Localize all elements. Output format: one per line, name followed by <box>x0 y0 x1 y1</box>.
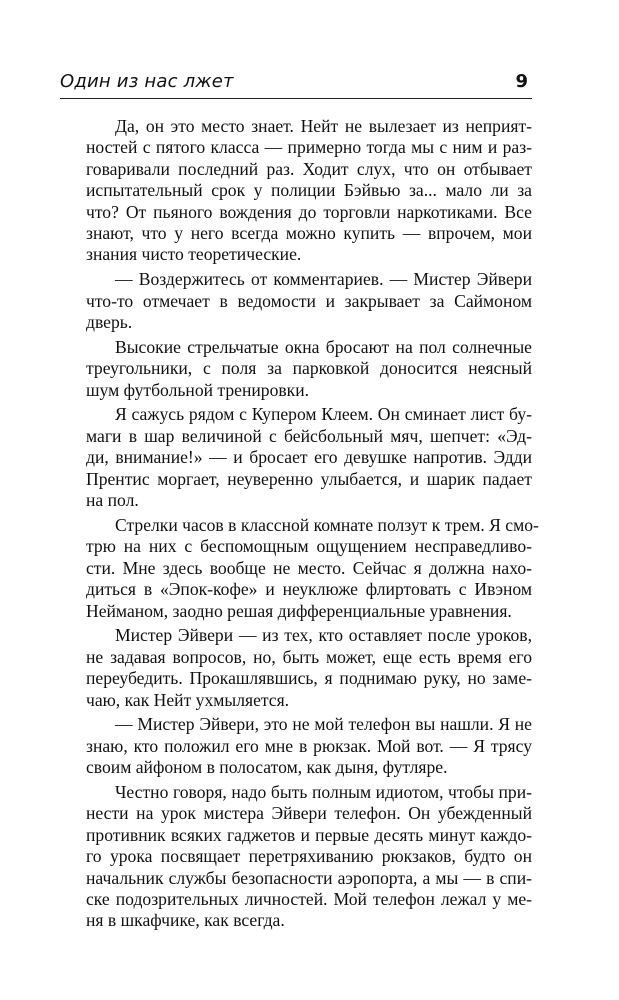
text-line: испытательный срок у полиции Бэйвью за... мало ли за <box>86 180 532 201</box>
paragraph <box>86 714 532 778</box>
text-line: знают, что у него всегда можно купить — впрочем, мои <box>86 223 532 244</box>
running-title: Один из нас лжет <box>60 71 234 92</box>
text-line: своим айфоном в полосатом, как дыня, футляре. <box>86 757 448 778</box>
paragraph <box>86 625 532 711</box>
text-line: ди, внимание!» — и бросает его девушке напротив. Эдди <box>86 447 532 468</box>
paragraph <box>86 269 532 333</box>
text-line: нести на урок мистера Эйвери телефон. Он убежденный <box>86 803 532 824</box>
text-line: противник всяких гаджетов и первые десять минут каждо- <box>86 824 532 845</box>
text-line: ске подозрительных личностей. Мой телефон лежал у ме- <box>86 888 532 909</box>
paragraph <box>86 116 532 266</box>
text-line: ностей с пятого класса — примерно тогда мы с ним и раз- <box>86 137 532 158</box>
text-line: что-то отмечает в ведомости и закрывает за Саймоном <box>86 290 532 311</box>
text-line: начальник службы безопасности аэропорта, а мы — в спи- <box>86 867 532 888</box>
paragraph <box>86 404 532 511</box>
text-line: переубедить. Прокашлявшись, я поднимаю руку, но заме- <box>86 668 532 689</box>
text-line: не задавая вопросов, но, быть может, еще есть время его <box>86 646 532 667</box>
text-line: знания чисто теоретические. <box>86 244 302 265</box>
text-line: чаю, как Нейт ухмыляется. <box>86 689 290 710</box>
text-line: что? От пьяного вождения до торговли наркотиками. Все <box>86 201 532 222</box>
text-line: Честно говоря, надо быть полным идиотом, чтобы при- <box>115 781 532 802</box>
text-line: Да, он это место знает. Нейт не вылезает из неприят- <box>115 116 532 136</box>
text-line: Нейманом, заодно решая дифференциальные уравнения. <box>86 600 512 621</box>
text-line: Мистер Эйвери — из тех, кто оставляет после уроков, <box>115 625 532 646</box>
text-line: — Воздержитесь от комментариев. — Мистер Эйвери <box>115 269 532 290</box>
text-line: сти. Мне здесь вообще не место. Сейчас я должна нахо- <box>86 557 532 578</box>
text-line: дверь. <box>86 312 133 333</box>
text-line: ня в шкафчике, как всегда. <box>86 910 285 931</box>
text-line: го урока посвящает перетряхиванию рюкзаков, будто он <box>86 846 532 867</box>
paragraph <box>86 514 539 622</box>
page-number: 9 <box>515 71 528 92</box>
text-line: — Мистер Эйвери, это не мой телефон вы нашли. Я не <box>115 714 532 735</box>
text-line: треугольники, с поля за парковкой доносится неясный <box>86 358 532 379</box>
text-line: шум футбольной тренировки. <box>86 379 310 400</box>
text-line: трю на них с беспомощным ощущением несправедливо- <box>86 536 532 557</box>
running-head <box>60 70 532 99</box>
text-line: знаю, кто положил его мне в рюкзак. Мой вот. — Я трясу <box>86 735 532 756</box>
text-line: говаривали последний раз. Ходит слух, что он отбывает <box>86 158 532 179</box>
text-line: Высокие стрельчатые окна бросают на пол солнечные <box>115 336 532 357</box>
text-line: диться в «Эпок-кофе» и неуклюже флиртовать с Ивэном <box>86 579 532 600</box>
text-line: на пол. <box>86 490 139 511</box>
body-text <box>86 116 539 935</box>
paragraph <box>86 782 532 932</box>
text-line: Я сажусь рядом с Купером Клеем. Он сминает лист бу- <box>115 404 532 425</box>
text-line: Стрелки часов в классной комнате ползут к трем. Я смо- <box>115 514 539 535</box>
text-line: маги в шар величиной с бейсбольный мяч, шепчет: «Эд- <box>86 425 532 446</box>
text-line: Прентис моргает, неуверенно улыбается, и шарик падает <box>86 468 532 489</box>
paragraph <box>86 337 532 401</box>
